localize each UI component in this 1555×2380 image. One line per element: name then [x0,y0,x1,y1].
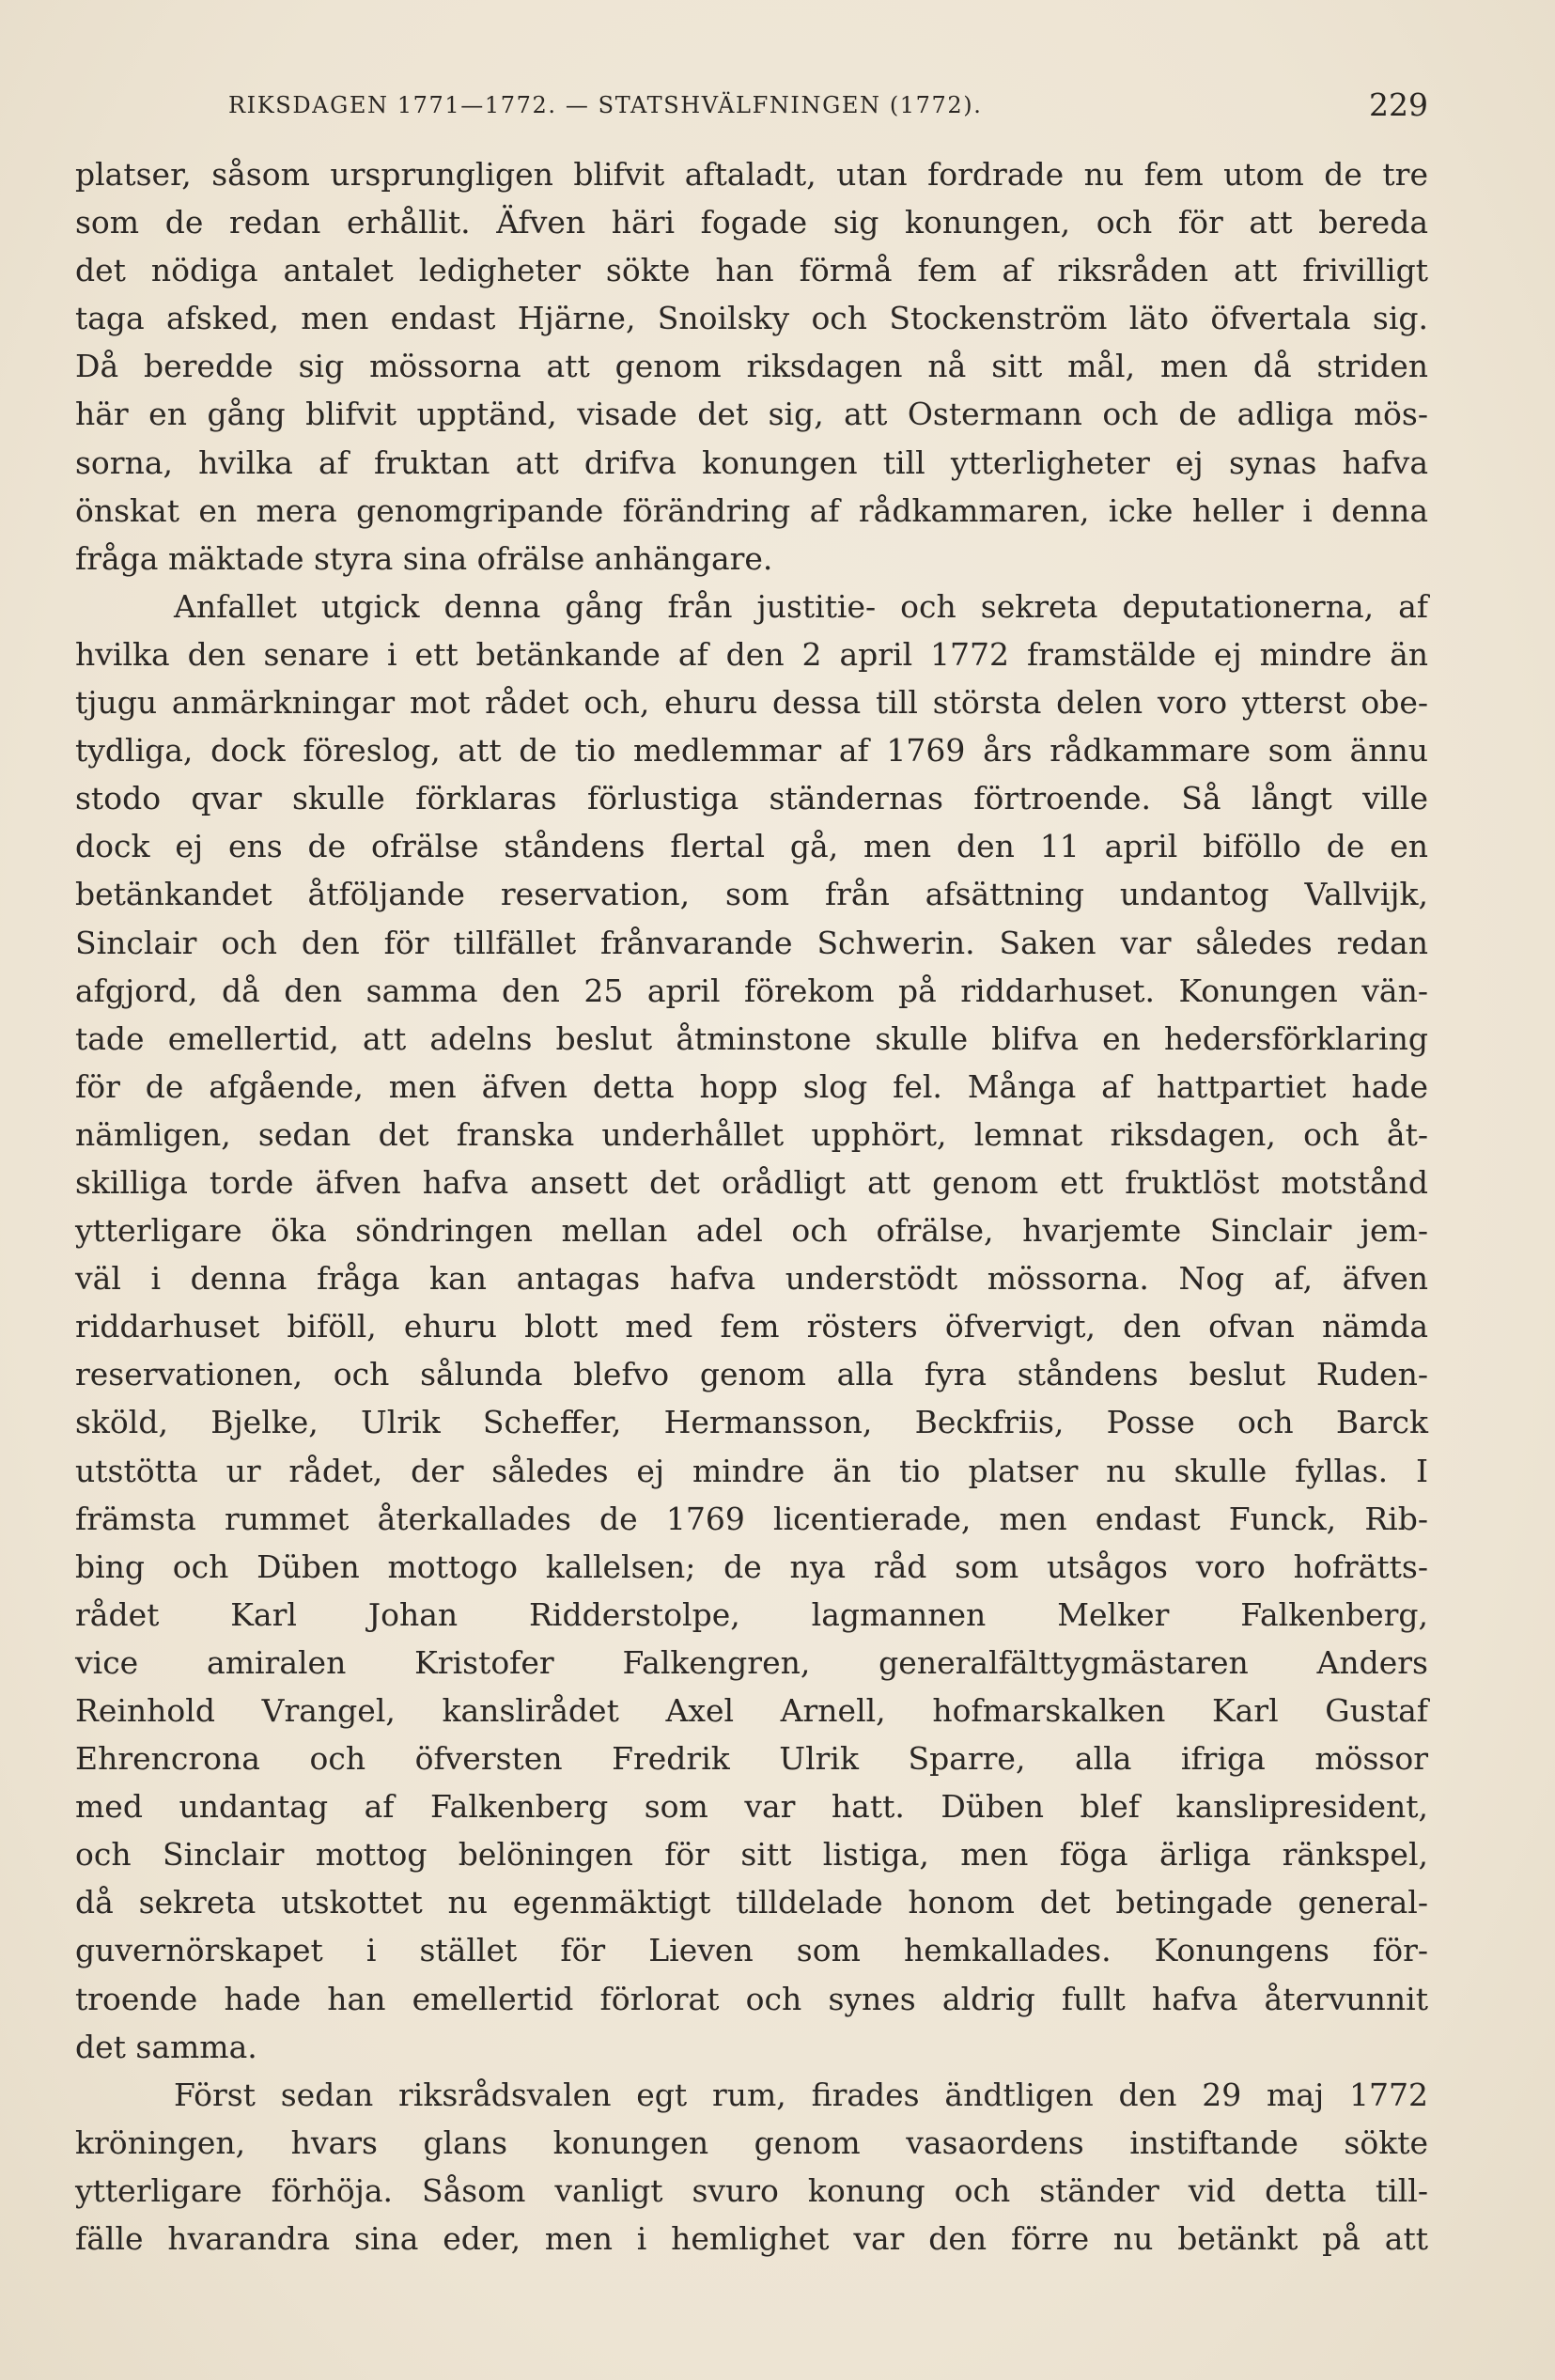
text-line: stodo qvar skulle förklaras förlustiga ständernas förtroende. Så långt ville [75,780,1428,817]
text-line: tjugu anmärkningar mot rådet och, ehuru dessa till största delen voro ytterst obe- [75,684,1428,722]
text-line: guvernörskapet i stället för Lieven som hemkallades. Konungens för- [75,1932,1428,1969]
text-line: Sinclair och den för tillfället frånvarande Schwerin. Saken var således redan [75,924,1428,961]
text-line: bing och Düben mottogo kallelsen; de nya råd som utsågos voro hofrätts- [75,1548,1428,1585]
page-header [228,86,1428,124]
text-line: utstötta ur rådet, der således ej mindre än tio platser nu skulle fyllas. I [75,1452,1428,1489]
text-line: troende hade han emellertid förlorat och synes aldrig fullt hafva återvunnit [75,1980,1428,2017]
text-line: rådet Karl Johan Ridderstolpe, lagmannen Melker Falkenberg, [75,1595,1428,1633]
paragraph-first-line: Först sedan riksrådsvalen egt rum, firades ändtligen den 29 maj 1772 [174,2076,1428,2113]
body-text [75,150,1428,2263]
text-line: taga afsked, men endast Hjärne, Snoilsky och Stockenström läto öfvertala sig. [75,300,1428,337]
text-line: önskat en mera genomgripande förändring af rådkammaren, icke heller i denna [75,491,1428,529]
text-line: främsta rummet återkallades de 1769 licentierade, men endast Funck, Rib- [75,1500,1428,1537]
text-line: tade emellertid, att adelns beslut åtminstone skulle blifva en hedersförklaring [75,1019,1428,1057]
text-line: med undantag af Falkenberg som var hatt. Düben blef kanslipresident, [75,1788,1428,1826]
text-line: tydliga, dock föreslog, att de tio medlemmar af 1769 års rådkammare som ännu [75,732,1428,770]
text-line: det samma. [75,2028,257,2065]
text-line: sköld, Bjelke, Ulrik Scheffer, Hermansson, Beckfriis, Posse och Barck [75,1404,1428,1441]
text-line: här en gång blifvit upptänd, visade det sig, att Ostermann och de adliga mös- [75,396,1428,433]
text-line: väl i denna fråga kan antagas hafva understödt mössorna. Nog af, äfven [75,1260,1428,1298]
text-line: det nödiga antalet ledigheter sökte han förmå fem af riksråden att frivilligt [75,252,1428,289]
page-number: 229 [1369,86,1428,123]
text-line: hvilka den senare i ett betänkande af den 2 april 1772 framstälde ej mindre än [75,635,1428,673]
text-line: platser, såsom ursprungligen blifvit aftaladt, utan fordrade nu fem utom de tre [75,156,1428,193]
text-line: afgjord, då den samma den 25 april förekom på riddarhuset. Konungen vän- [75,972,1428,1009]
text-line: betänkandet åtföljande reservation, som från afsättning undantog Vallvijk, [75,876,1428,913]
text-line: sorna, hvilka af fruktan att drifva konungen till ytterligheter ej synas hafva [75,443,1428,481]
paragraph-first-line: Anfallet utgick denna gång från justitie- och sekreta deputationerna, af [174,587,1428,625]
text-line: skilliga torde äfven hafva ansett det orådligt att genom ett fruktlöst motstånd [75,1163,1428,1201]
text-line: dock ej ens de ofrälse ståndens flertal gå, men den 11 april biföllo de en [75,828,1428,865]
text-line: riddarhuset biföll, ehuru blott med fem rösters öfvervigt, den ofvan nämda [75,1308,1428,1346]
text-line: som de redan erhållit. Äfven häri fogade sig konungen, och för att bereda [75,204,1428,241]
running-head: RIKSDAGEN 1771—1772. — STATSHVÄLFNINGEN (1772). [228,92,983,118]
text-line: Reinhold Vrangel, kanslirådet Axel Arnell, hofmarskalken Karl Gustaf [75,1692,1428,1729]
text-line: då sekreta utskottet nu egenmäktigt tilldelade honom det betingade general- [75,1884,1428,1921]
text-line: ytterligare öka söndringen mellan adel och ofrälse, hvarjemte Sinclair jem- [75,1212,1428,1250]
text-line: fälle hvarandra sina eder, men i hemlighet var den förre nu betänkt på att [75,2220,1428,2258]
text-line: och Sinclair mottog belöningen för sitt listiga, men föga ärliga ränkspel, [75,1836,1428,1874]
text-line: för de afgående, men äfven detta hopp slog fel. Många af hattpartiet hade [75,1067,1428,1105]
text-line: nämligen, sedan det franska underhållet upphört, lemnat riksdagen, och åt- [75,1115,1428,1153]
text-line: fråga mäktade styra sina ofrälse anhängare. [75,539,773,577]
text-line: ytterligare förhöja. Såsom vanligt svuro konung och ständer vid detta till- [75,2171,1428,2209]
text-line: Ehrencrona och öfversten Fredrik Ulrik Sparre, alla ifriga mössor [75,1740,1428,1778]
text-line: kröningen, hvars glans konungen genom vasaordens instiftande sökte [75,2123,1428,2161]
text-line: vice amiralen Kristofer Falkengren, generalfälttygmästaren Anders [75,1643,1428,1681]
text-line: reservationen, och sålunda blefvo genom alla fyra ståndens beslut Ruden- [75,1356,1428,1393]
text-line: Då beredde sig mössorna att genom riksdagen nå sitt mål, men då striden [75,348,1428,385]
